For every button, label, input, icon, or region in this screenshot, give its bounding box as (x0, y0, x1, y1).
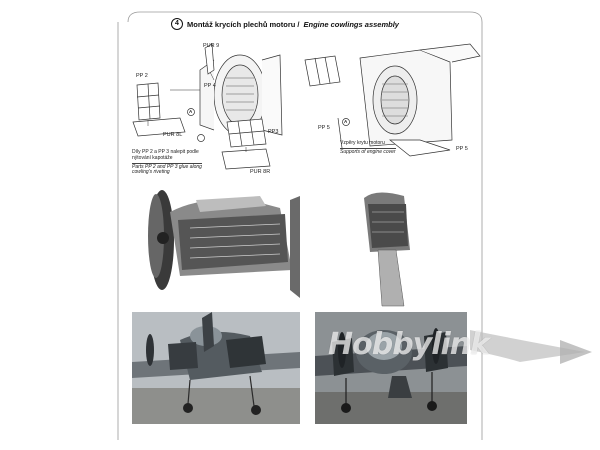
label-pur9: PUR 9 (203, 43, 220, 49)
left-note-cz-line-1: Díly PP 2 a PP 3 nalepit podle (132, 149, 199, 155)
left-note-en-line-1: Parts PP 2 and PP 3 glue along (132, 163, 202, 170)
right-note-cz: Vzpěry krytu motoru (340, 141, 396, 149)
engine-closeup-photo (130, 188, 300, 298)
left-note-en (132, 165, 202, 177)
label-pur8r: PUR 8R (250, 169, 271, 175)
label-pp4: PP 4 (204, 83, 216, 89)
step-title-cz: Montáž krycích plechů motoru / (187, 19, 300, 29)
marker-a-left: A (189, 109, 193, 114)
left-note-cz-line-2: nýtování kapotáže (132, 154, 173, 161)
marker-a-right: A (344, 119, 348, 124)
label-pp5-left: PP 5 (318, 125, 330, 131)
step-title (171, 18, 399, 30)
label-pp5-right: PP 5 (456, 146, 468, 152)
right-note-en: Supports of engine cover (340, 148, 396, 155)
watermark-text: Hobbylink (328, 327, 490, 362)
left-note-en-line-2: cowling's riveting (132, 169, 170, 176)
watermark-arrow (560, 340, 592, 364)
left-assembly-note (132, 150, 202, 176)
step-title-en: Engine cowlings assembly (303, 19, 399, 29)
label-pur8l: PUR 8L (163, 132, 183, 138)
right-engine-diagram (305, 44, 480, 156)
label-pp3: PP3 (268, 129, 279, 135)
model-photo-left (132, 312, 300, 424)
engine-support-photo (352, 188, 422, 308)
label-pp2: PP 2 (136, 73, 148, 79)
right-support-note (340, 141, 396, 156)
step-number-badge: 4 (171, 18, 183, 30)
left-note-cz (132, 150, 202, 164)
watermark-url: www.hlj.com (432, 440, 493, 447)
